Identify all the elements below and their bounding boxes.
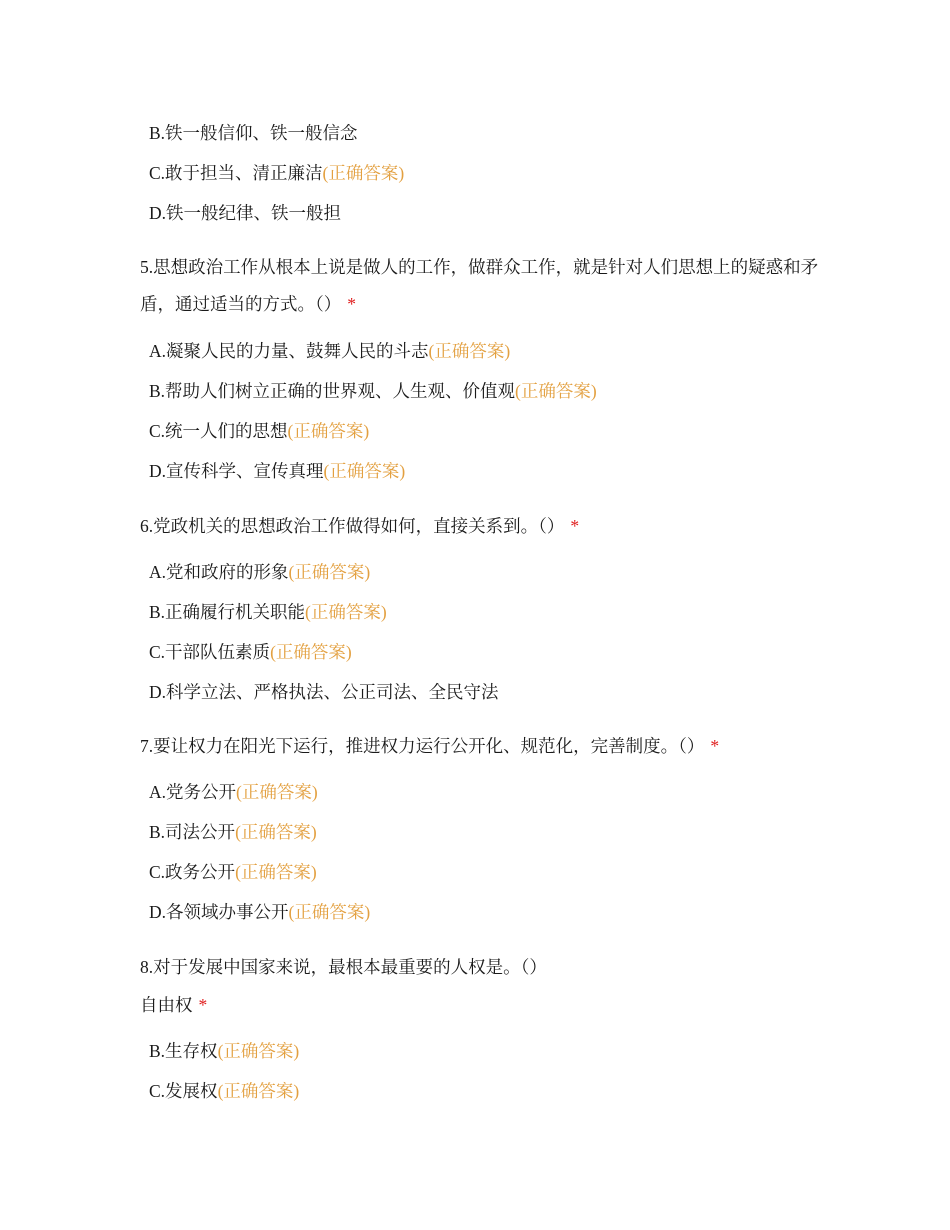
option-q4-b [149,121,358,145]
correct-answer-mark: (正确答案) [217,1081,300,1101]
question-8 [140,955,547,979]
correct-answer-mark: (正确答案) [235,822,317,842]
option-text: C.发展权 [149,1081,218,1101]
correct-answer-mark: (正确答案) [323,461,406,481]
option-q4-c [149,161,404,185]
option-q5-a [149,339,510,363]
option-q8-c [149,1079,299,1103]
correct-answer-mark: (正确答案) [428,341,511,361]
required-mark: * [570,516,580,536]
option-text: A.党务公开 [149,782,237,802]
correct-answer-mark: (正确答案) [236,782,318,802]
correct-answer-mark: (正确答案) [305,602,387,622]
question-7 [140,728,820,765]
required-mark: * [710,736,720,756]
question-8-line2 [140,993,207,1017]
correct-answer-mark: (正确答案) [322,163,405,183]
option-q5-b [149,379,597,403]
option-q6-c [149,640,352,664]
option-text: A.凝聚人民的力量、鼓舞人民的斗志 [149,341,429,361]
option-q7-c [149,860,317,884]
option-text: B.正确履行机关职能 [149,602,306,622]
option-q5-d [149,459,405,483]
question-5 [140,249,820,323]
correct-answer-mark: (正确答案) [515,381,597,401]
option-text: D.各领域办事公开 [149,902,289,922]
option-text: B.司法公开 [149,822,236,842]
option-text: B.铁一般信仰、铁一般信念 [149,123,358,143]
question-text-continued: 自由权 [140,995,193,1015]
question-text: 6.党政机关的思想政治工作做得如何，直接关系到。（） [140,516,565,536]
option-q4-d [149,201,341,225]
option-q7-d [149,900,370,924]
option-text: D.铁一般纪律、铁一般担 [149,203,342,223]
correct-answer-mark: (正确答案) [270,642,352,662]
option-text: C.干部队伍素质 [149,642,271,662]
question-text: 8.对于发展中国家来说，最根本最重要的人权是。（） [140,957,547,977]
option-q8-b [149,1039,299,1063]
option-text: A.党和政府的形象 [149,562,289,582]
correct-answer-mark: (正确答案) [288,562,371,582]
option-q6-d [149,680,499,704]
option-text: B.帮助人们树立正确的世界观、人生观、价值观 [149,381,516,401]
option-text: B.生存权 [149,1041,218,1061]
required-mark: * [347,294,356,314]
option-text: C.统一人们的思想 [149,421,288,441]
correct-answer-mark: (正确答案) [287,421,370,441]
option-q5-c [149,419,369,443]
option-q6-a [149,560,370,584]
correct-answer-mark: (正确答案) [217,1041,300,1061]
option-q6-b [149,600,387,624]
question-text: 5.思想政治工作从根本上说是做人的工作，做群众工作，就是针对人们思想上的疑惑和矛盾，通过适当的方式。（） [140,257,819,314]
correct-answer-mark: (正确答案) [235,862,317,882]
question-text: 7.要让权力在阳光下运行，推进权力运行公开化、规范化，完善制度。（） [140,736,705,756]
option-text: C.政务公开 [149,862,236,882]
required-mark: * [198,995,208,1015]
option-text: D.科学立法、严格执法、公正司法、全民守法 [149,682,499,702]
option-q7-a [149,780,318,804]
option-q7-b [149,820,317,844]
option-text: C.敢于担当、清正廉洁 [149,163,323,183]
correct-answer-mark: (正确答案) [288,902,371,922]
question-6 [140,508,820,545]
option-text: D.宣传科学、宣传真理 [149,461,324,481]
